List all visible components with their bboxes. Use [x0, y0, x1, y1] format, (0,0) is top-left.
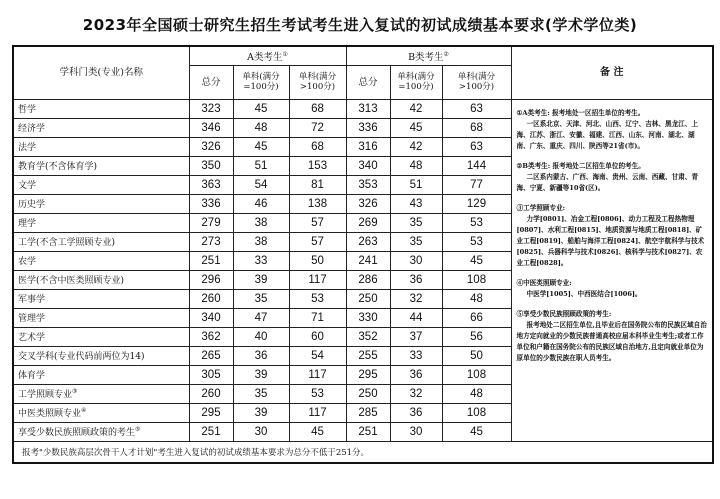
b-total-score: 250: [346, 289, 390, 308]
subject-column-header: 学科门类(专业)名称: [13, 46, 189, 99]
note-3-body: 力学[0801]、冶金工程[0806]、动力工程及工程热物理[0807]、水利工程[0815]、地质资源与地质工程[0818]、矿业工程[0819]、船舶与海洋工程[0824]、航空宇航科学与技术[0825]、兵器科学与技术[0826]、核科学与技术[0827]、农业工程[0828]。: [516, 214, 705, 267]
a-single-over100-score: 117: [289, 365, 346, 384]
b-single-100-score: 33: [390, 346, 442, 365]
a-single-100-score: 38: [233, 232, 289, 251]
b-single-100-score: 45: [390, 118, 442, 137]
b-single-100-header: 单科(满分 =100分): [390, 65, 442, 99]
footer-row: [13, 441, 713, 463]
b-single-100-score: 43: [390, 194, 442, 213]
a-single-100-score: 39: [233, 270, 289, 289]
b-total-score: 255: [346, 346, 390, 365]
subject-name: 体育学: [13, 365, 189, 384]
b-single-over100-header: 单科(满分 >100分): [442, 65, 511, 99]
b-single-over100-score: 63: [442, 99, 511, 118]
a-total-score: 265: [189, 346, 233, 365]
notes-cell: [511, 99, 713, 441]
b-single-over100-score: 56: [442, 327, 511, 346]
a-total-score: 251: [189, 251, 233, 270]
a-single-over100-score: 57: [289, 213, 346, 232]
b-total-score: 285: [346, 403, 390, 422]
a-single-over100-score: 68: [289, 137, 346, 156]
b-total-score: 251: [346, 422, 390, 441]
subject-name: 经济学: [13, 118, 189, 137]
subject-name: 文学: [13, 175, 189, 194]
b-single-over100-score: 108: [442, 365, 511, 384]
a-single-100-score: 30: [233, 422, 289, 441]
a-single-100-score: 40: [233, 327, 289, 346]
subject-name: 艺术学: [13, 327, 189, 346]
footer-note: 报考"少数民族高层次骨干人才计划"考生进入复试的初试成绩基本要求为总分不低于251分。: [13, 441, 713, 463]
b-total-score: 326: [346, 194, 390, 213]
b-single-100-score: 36: [390, 365, 442, 384]
a-single-100-score: 45: [233, 137, 289, 156]
a-total-header: 总分: [189, 65, 233, 99]
a-total-score: 251: [189, 422, 233, 441]
note-1-body: 一区系北京、天津、河北、山西、辽宁、吉林、黑龙江、上海、江苏、浙江、安徽、福建、江西、山东、河南、湖北、湖南、广东、重庆、四川、陕西等21省(市)。: [516, 119, 698, 150]
a-total-score: 363: [189, 175, 233, 194]
b-single-100-score: 30: [390, 251, 442, 270]
b-single-over100-score: 68: [442, 118, 511, 137]
a-single-over100-score: 53: [289, 384, 346, 403]
a-single-100-score: 54: [233, 175, 289, 194]
subject-name: 医学(不含中医类照顾专业): [13, 270, 189, 289]
b-single-100-score: 32: [390, 384, 442, 403]
a-single-100-score: 39: [233, 365, 289, 384]
b-single-100-score: 51: [390, 175, 442, 194]
note-5-head: ⑤享受少数民族照顾政策的考生:: [516, 309, 612, 318]
subject-name: 哲学: [13, 99, 189, 118]
note-2-head: ②B类考生: 报考地处二区招生单位的考生。: [516, 161, 645, 170]
b-single-over100-score: 48: [442, 289, 511, 308]
note-4-head: ④中医类照顾专业:: [516, 278, 572, 287]
b-single-100-score: 36: [390, 403, 442, 422]
subject-name: 交叉学科(专业代码前两位为14): [13, 346, 189, 365]
a-single-100-score: 39: [233, 403, 289, 422]
score-table: [12, 45, 714, 464]
b-total-score: 269: [346, 213, 390, 232]
group-b-header: B类考生②: [346, 46, 511, 65]
a-single-over100-score: 153: [289, 156, 346, 175]
a-total-score: 296: [189, 270, 233, 289]
b-single-100-score: 42: [390, 137, 442, 156]
subject-name: 管理学: [13, 308, 189, 327]
subject-name: 工学照顾专业③: [13, 384, 189, 403]
a-single-over100-score: 71: [289, 308, 346, 327]
a-single-over100-score: 54: [289, 346, 346, 365]
a-single-over100-score: 117: [289, 270, 346, 289]
b-single-100-score: 42: [390, 99, 442, 118]
subject-name: 中医类照顾专业④: [13, 403, 189, 422]
b-total-header: 总分: [346, 65, 390, 99]
b-single-over100-score: 144: [442, 156, 511, 175]
b-total-score: 353: [346, 175, 390, 194]
b-total-score: 340: [346, 156, 390, 175]
a-total-score: 279: [189, 213, 233, 232]
a-single-over100-score: 53: [289, 289, 346, 308]
a-single-over100-score: 81: [289, 175, 346, 194]
subject-name: 历史学: [13, 194, 189, 213]
a-single-100-header: 单科(满分 =100分): [233, 65, 289, 99]
b-single-over100-score: 45: [442, 251, 511, 270]
b-total-score: 352: [346, 327, 390, 346]
a-total-score: 260: [189, 384, 233, 403]
b-single-100-score: 37: [390, 327, 442, 346]
b-total-score: 263: [346, 232, 390, 251]
a-single-100-score: 33: [233, 251, 289, 270]
b-single-over100-score: 45: [442, 422, 511, 441]
subject-name: 法学: [13, 137, 189, 156]
table-row: [13, 99, 713, 118]
b-single-100-score: 30: [390, 422, 442, 441]
a-single-over100-score: 138: [289, 194, 346, 213]
a-total-score: 336: [189, 194, 233, 213]
a-total-score: 305: [189, 365, 233, 384]
a-single-over100-score: 50: [289, 251, 346, 270]
a-single-100-score: 51: [233, 156, 289, 175]
a-total-score: 260: [189, 289, 233, 308]
b-total-score: 286: [346, 270, 390, 289]
b-single-over100-score: 77: [442, 175, 511, 194]
b-single-over100-score: 129: [442, 194, 511, 213]
b-single-over100-score: 53: [442, 213, 511, 232]
b-single-over100-score: 53: [442, 232, 511, 251]
b-total-score: 241: [346, 251, 390, 270]
a-single-100-score: 35: [233, 384, 289, 403]
note-1-head: ①A类考生: 报考地处一区招生单位的考生。: [516, 108, 645, 117]
a-single-over100-score: 60: [289, 327, 346, 346]
subject-name: 工学(不含工学照顾专业): [13, 232, 189, 251]
note-3-head: ③工学照顾专业:: [516, 203, 566, 212]
b-total-score: 316: [346, 137, 390, 156]
a-total-score: 362: [189, 327, 233, 346]
a-single-100-score: 36: [233, 346, 289, 365]
b-single-over100-score: 108: [442, 403, 511, 422]
subject-name: 农学: [13, 251, 189, 270]
a-total-score: 346: [189, 118, 233, 137]
b-single-100-score: 35: [390, 213, 442, 232]
a-single-100-score: 47: [233, 308, 289, 327]
b-single-100-score: 35: [390, 232, 442, 251]
b-single-over100-score: 50: [442, 346, 511, 365]
a-single-over100-header: 单科(满分 >100分): [289, 65, 346, 99]
page-title: 2023年全国硕士研究生招生考试考生进入复试的初试成绩基本要求(学术学位类): [82, 16, 638, 34]
a-single-over100-score: 117: [289, 403, 346, 422]
note-4-body: 中医学[1005]、中西医结合[1006]。: [526, 289, 642, 298]
b-total-score: 336: [346, 118, 390, 137]
a-total-score: 295: [189, 403, 233, 422]
a-single-over100-score: 72: [289, 118, 346, 137]
b-single-over100-score: 63: [442, 137, 511, 156]
b-total-score: 313: [346, 99, 390, 118]
b-single-over100-score: 108: [442, 270, 511, 289]
subject-name: 享受少数民族照顾政策的考生⑤: [13, 422, 189, 441]
a-single-over100-score: 57: [289, 232, 346, 251]
b-total-score: 250: [346, 384, 390, 403]
subject-name: 军事学: [13, 289, 189, 308]
a-single-over100-score: 45: [289, 422, 346, 441]
b-single-over100-score: 48: [442, 384, 511, 403]
a-total-score: 326: [189, 137, 233, 156]
a-single-over100-score: 68: [289, 99, 346, 118]
notes-header: 备 注: [511, 46, 713, 99]
a-single-100-score: 48: [233, 118, 289, 137]
a-total-score: 273: [189, 232, 233, 251]
group-a-header: A类考生①: [189, 46, 346, 65]
b-single-100-score: 36: [390, 270, 442, 289]
a-single-100-score: 45: [233, 99, 289, 118]
b-single-100-score: 32: [390, 289, 442, 308]
subject-name: 教育学(不含体育学): [13, 156, 189, 175]
a-total-score: 340: [189, 308, 233, 327]
a-single-100-score: 46: [233, 194, 289, 213]
b-single-over100-score: 66: [442, 308, 511, 327]
a-total-score: 350: [189, 156, 233, 175]
note-5-body: 报考地处二区招生单位,且毕业后在国务院公布的民族区域自治地方定向就业的少数民族普通高校应届本科毕业生考生;或者工作单位和户籍在国务院公布的民族区域自治地方,且定向就业单位为原单位的少数民族在职人员考生。: [516, 320, 707, 362]
a-total-score: 323: [189, 99, 233, 118]
a-single-100-score: 35: [233, 289, 289, 308]
b-total-score: 295: [346, 365, 390, 384]
b-single-100-score: 44: [390, 308, 442, 327]
note-2-body: 二区系内蒙古、广西、海南、贵州、云南、西藏、甘肃、青海、宁夏、新疆等10省(区)。: [516, 172, 698, 192]
b-single-100-score: 48: [390, 156, 442, 175]
a-single-100-score: 38: [233, 213, 289, 232]
subject-name: 理学: [13, 213, 189, 232]
b-total-score: 330: [346, 308, 390, 327]
